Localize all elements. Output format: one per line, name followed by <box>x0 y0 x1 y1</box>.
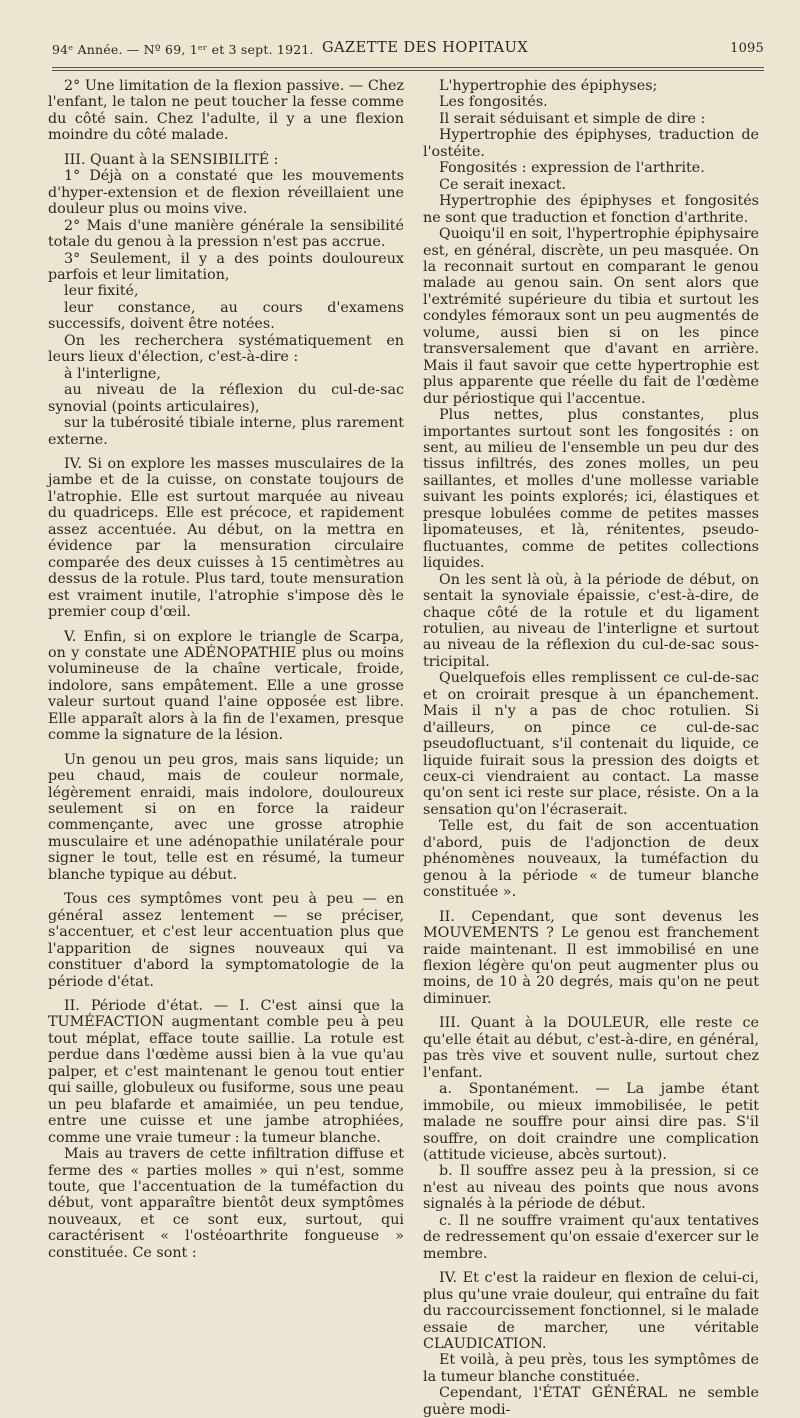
paragraph: Hypertrophie des épiphyses, traduction de l'ostéite. <box>423 127 759 160</box>
paragraph: b. Il souffre assez peu à la pression, si ce n'est au niveau des points que nous avons signalés à la période de début. <box>423 1163 759 1213</box>
journal-title: GAZETTE DES HOPITAUX <box>322 40 529 56</box>
paragraph: IV. Si on explore les masses musculaires de la jambe et de la cuisse, on constate toujours de l'atrophie. Elle est surtout marquée au niveau du quadriceps. Elle est précoce, et rapidement assez accentuée. Au début, on la mettra en évidence par la mensuration circulaire comparée des deux cuisses à 15 centimètres au dessus de la rotule. Plus tard, toute mensuration est vraiment inutile, l'atrophie s'impose dès le premier coup d'œil. <box>48 455 404 621</box>
paragraph: Ce serait inexact. <box>439 176 567 193</box>
paragraph: 1° Déjà on a constaté que les mouvements d'hyper-extension et de flexion réveillaient une douleur plus ou moins vive. <box>48 168 404 218</box>
paragraph: On les sent là où, à la période de début, on sentait la synoviale épaissie, c'est-à-dire, de chaque côté de la rotule et du ligament rotulien, au niveau de l'interligne et surtout au niveau de la réflexion du cul-de-sac sous-tricipital. <box>423 571 759 670</box>
paragraph: Quelquefois elles remplissent ce cul-de-sac et on croirait presque à un épanchement. Mais il n'y a pas de choc rotulien. Si d'ailleurs, on pince ce cul-de-sac pseudofluctuant, s'il contenait du liquide, ce liquide fuirait sous la pression des doigts et ceux-ci viendraient au contact. La masse qu'on sent ici reste sur place, résiste. On a la sensation qu'on l'écraserait. <box>423 670 759 818</box>
paragraph: II. Cependant, que sont devenus les MOUVEMENTS ? Le genou est franchement raide maintenant. Il est immobilisé en une flexion légère qu'on peut augmenter plus ou moins, de 10 à 20 degrés, mais qu'on ne peut diminuer. <box>423 908 759 1007</box>
paragraph: 3° Seulement, il y a des points douloureux parfois et leur limitation, <box>48 250 404 283</box>
right-column <box>423 78 759 1418</box>
paragraph: Cependant, l'ÉTAT GÉNÉRAL ne semble guère modi- <box>423 1385 759 1418</box>
paragraph: L'hypertrophie des épiphyses; <box>439 78 658 94</box>
paragraph: IV. Et c'est la raideur en flexion de celui-ci, plus qu'une vraie douleur, qui entraîne du fait du raccourcissement fonctionnel, si le malade essaie de marcher, une véritable CLAUDICATION. <box>423 1270 759 1352</box>
paragraph: V. Enfin, si on explore le triangle de Scarpa, on y constate une ADÉNOPATHIE plus ou moins volumineuse de la chaîne verticale, froide, indolore, sans empâtement. Elle a une grosse valeur surtout quand l'aine opposée est libre. Elle apparaît alors à la fin de l'examen, presque comme la signature de la lésion. <box>48 628 404 744</box>
paragraph: sur la tubérosité tibiale interne, plus rarement externe. <box>48 415 404 448</box>
paragraph: c. Il ne souffre vraiment qu'aux tentatives de redressement qu'on essaie d'exercer sur le membre. <box>423 1212 759 1262</box>
paragraph: Tous ces symptômes vont peu à peu — en général assez lentement — se préciser, s'accentuer, et c'est leur accentuation plus que l'apparition de signes nouveaux qui va constituer d'abord la symptomatologie de la période d'état. <box>48 891 404 990</box>
paragraph: Plus nettes, plus constantes, plus importantes surtout sont les fongosités : on sent, au milieu de l'ensemble un peu dur des tissus infiltrés, des zones molles, un peu saillantes, et molles d'une mollesse variable suivant les points explorés; ici, élastiques et presque lobulées comme de petites masses lipomateuses, et là, rénitentes, pseudo-fluctuantes, comme de petites collections liquides. <box>423 407 759 572</box>
page-number: 1095 <box>730 41 764 56</box>
paragraph: leur constance, au cours d'examens successifs, doivent être notées. <box>48 299 404 333</box>
paragraph: Fongosités : expression de l'arthrite. <box>439 160 705 177</box>
paragraph: leur fixité, <box>64 283 139 300</box>
paragraph: 2° Mais d'une manière générale la sensibilité totale du genou à la pression n'est pas accrue. <box>48 217 404 251</box>
paragraph: Il serait séduisant et simple de dire : <box>439 110 706 127</box>
paragraph: Mais au travers de cette infiltration diffuse et ferme des « parties molles » qui n'est, somme toute, que l'accentuation de la tuméfaction du début, vont apparaître bientôt deux symptômes nouveaux, et ce sont eux, surtout, qui caractérisent « l'ostéoarthrite fongueuse » constituée. Ce sont : <box>48 1146 404 1261</box>
paragraph: II. Période d'état. — I. C'est ainsi que la TUMÉFACTION augmentant comble peu à peu tout méplat, efface toute saillie. La rotule est perdue dans l'œdème aussi bien à la vue qu'au palper, et c'est maintenant le genou tout entier qui saille, globuleux ou fusiforme, sous une peau un peu blafarde et amaimiée, un peu tendue, entre une cuisse et une jambe atrophiées, comme une vraie tumeur : la tumeur blanche. <box>48 998 404 1146</box>
running-header <box>52 38 764 60</box>
header-rule-top <box>52 67 764 68</box>
paragraph: Hypertrophie des épiphyses et fongosités ne sont que traduction et fonction d'arthrite. <box>423 193 759 226</box>
left-column <box>48 78 404 1261</box>
header-rule-bottom <box>52 70 764 71</box>
paragraph: Les fongosités. <box>439 94 548 111</box>
paragraph: III. Quant à la DOULEUR, elle reste ce qu'elle était au début, c'est-à-dire, en général, pas très vive et souvent nulle, surtout chez l'enfant. <box>423 1015 759 1081</box>
paragraph: Et voilà, à peu près, tous les symptômes de la tumeur blanche constituée. <box>423 1352 759 1385</box>
paragraph: à l'interligne, <box>64 365 161 382</box>
paragraph: On les recherchera systématiquement en leurs lieux d'élection, c'est-à-dire : <box>48 332 404 366</box>
paragraph: Telle est, du fait de son accentuation d'abord, puis de l'adjonction de deux phénomènes nouveaux, la tuméfaction du genou à la période « de tumeur blanche constituée ». <box>423 818 759 901</box>
paragraph: Un genou un peu gros, mais sans liquide; un peu chaud, mais de couleur normale, légèrement enraidi, mais indolore, douloureux seulement si on en force la raideur commençante, avec une grosse atrophie musculaire et une adénopathie unilatérale pour signer le tout, telle est en résumé, la tumeur blanche typique au début. <box>48 751 404 883</box>
paragraph: 2° Une limitation de la flexion passive. — Chez l'enfant, le talon ne peut toucher la fesse comme du côté sain. Chez l'adulte, il y a une flexion moindre du côté malade. <box>48 78 404 144</box>
paragraph: a. Spontanément. — La jambe étant immobile, ou mieux immobilisée, le petit malade ne souffre pour ainsi dire pas. S'il souffre, on doit craindre une complication (attitude vicieuse, abcès surtout). <box>423 1081 759 1163</box>
paragraph: Quoiqu'il en soit, l'hypertrophie épiphysaire est, en général, discrète, un peu masquée. On la reconnait surtout en comparant le genou malade au genou sain. On sent alors que l'extrémité supérieure du tibia et surtout les condyles fémoraux sont un peu augmentés de volume, aussi bien si on les pince transversalement que d'avant en arrière. Mais il faut savoir que cette hypertrophie est plus apparente que réelle du fait de l'œdème dur périostique qui l'accentue. <box>423 226 759 407</box>
paragraph: III. Quant à la SENSIBILITÉ : <box>64 151 279 168</box>
paragraph: au niveau de la réflexion du cul-de-sac synovial (points articulaires), <box>48 382 404 415</box>
issue-info: 94ᵉ Année. — Nº 69, 1ᵉʳ et 3 sept. 1921. <box>52 42 314 57</box>
